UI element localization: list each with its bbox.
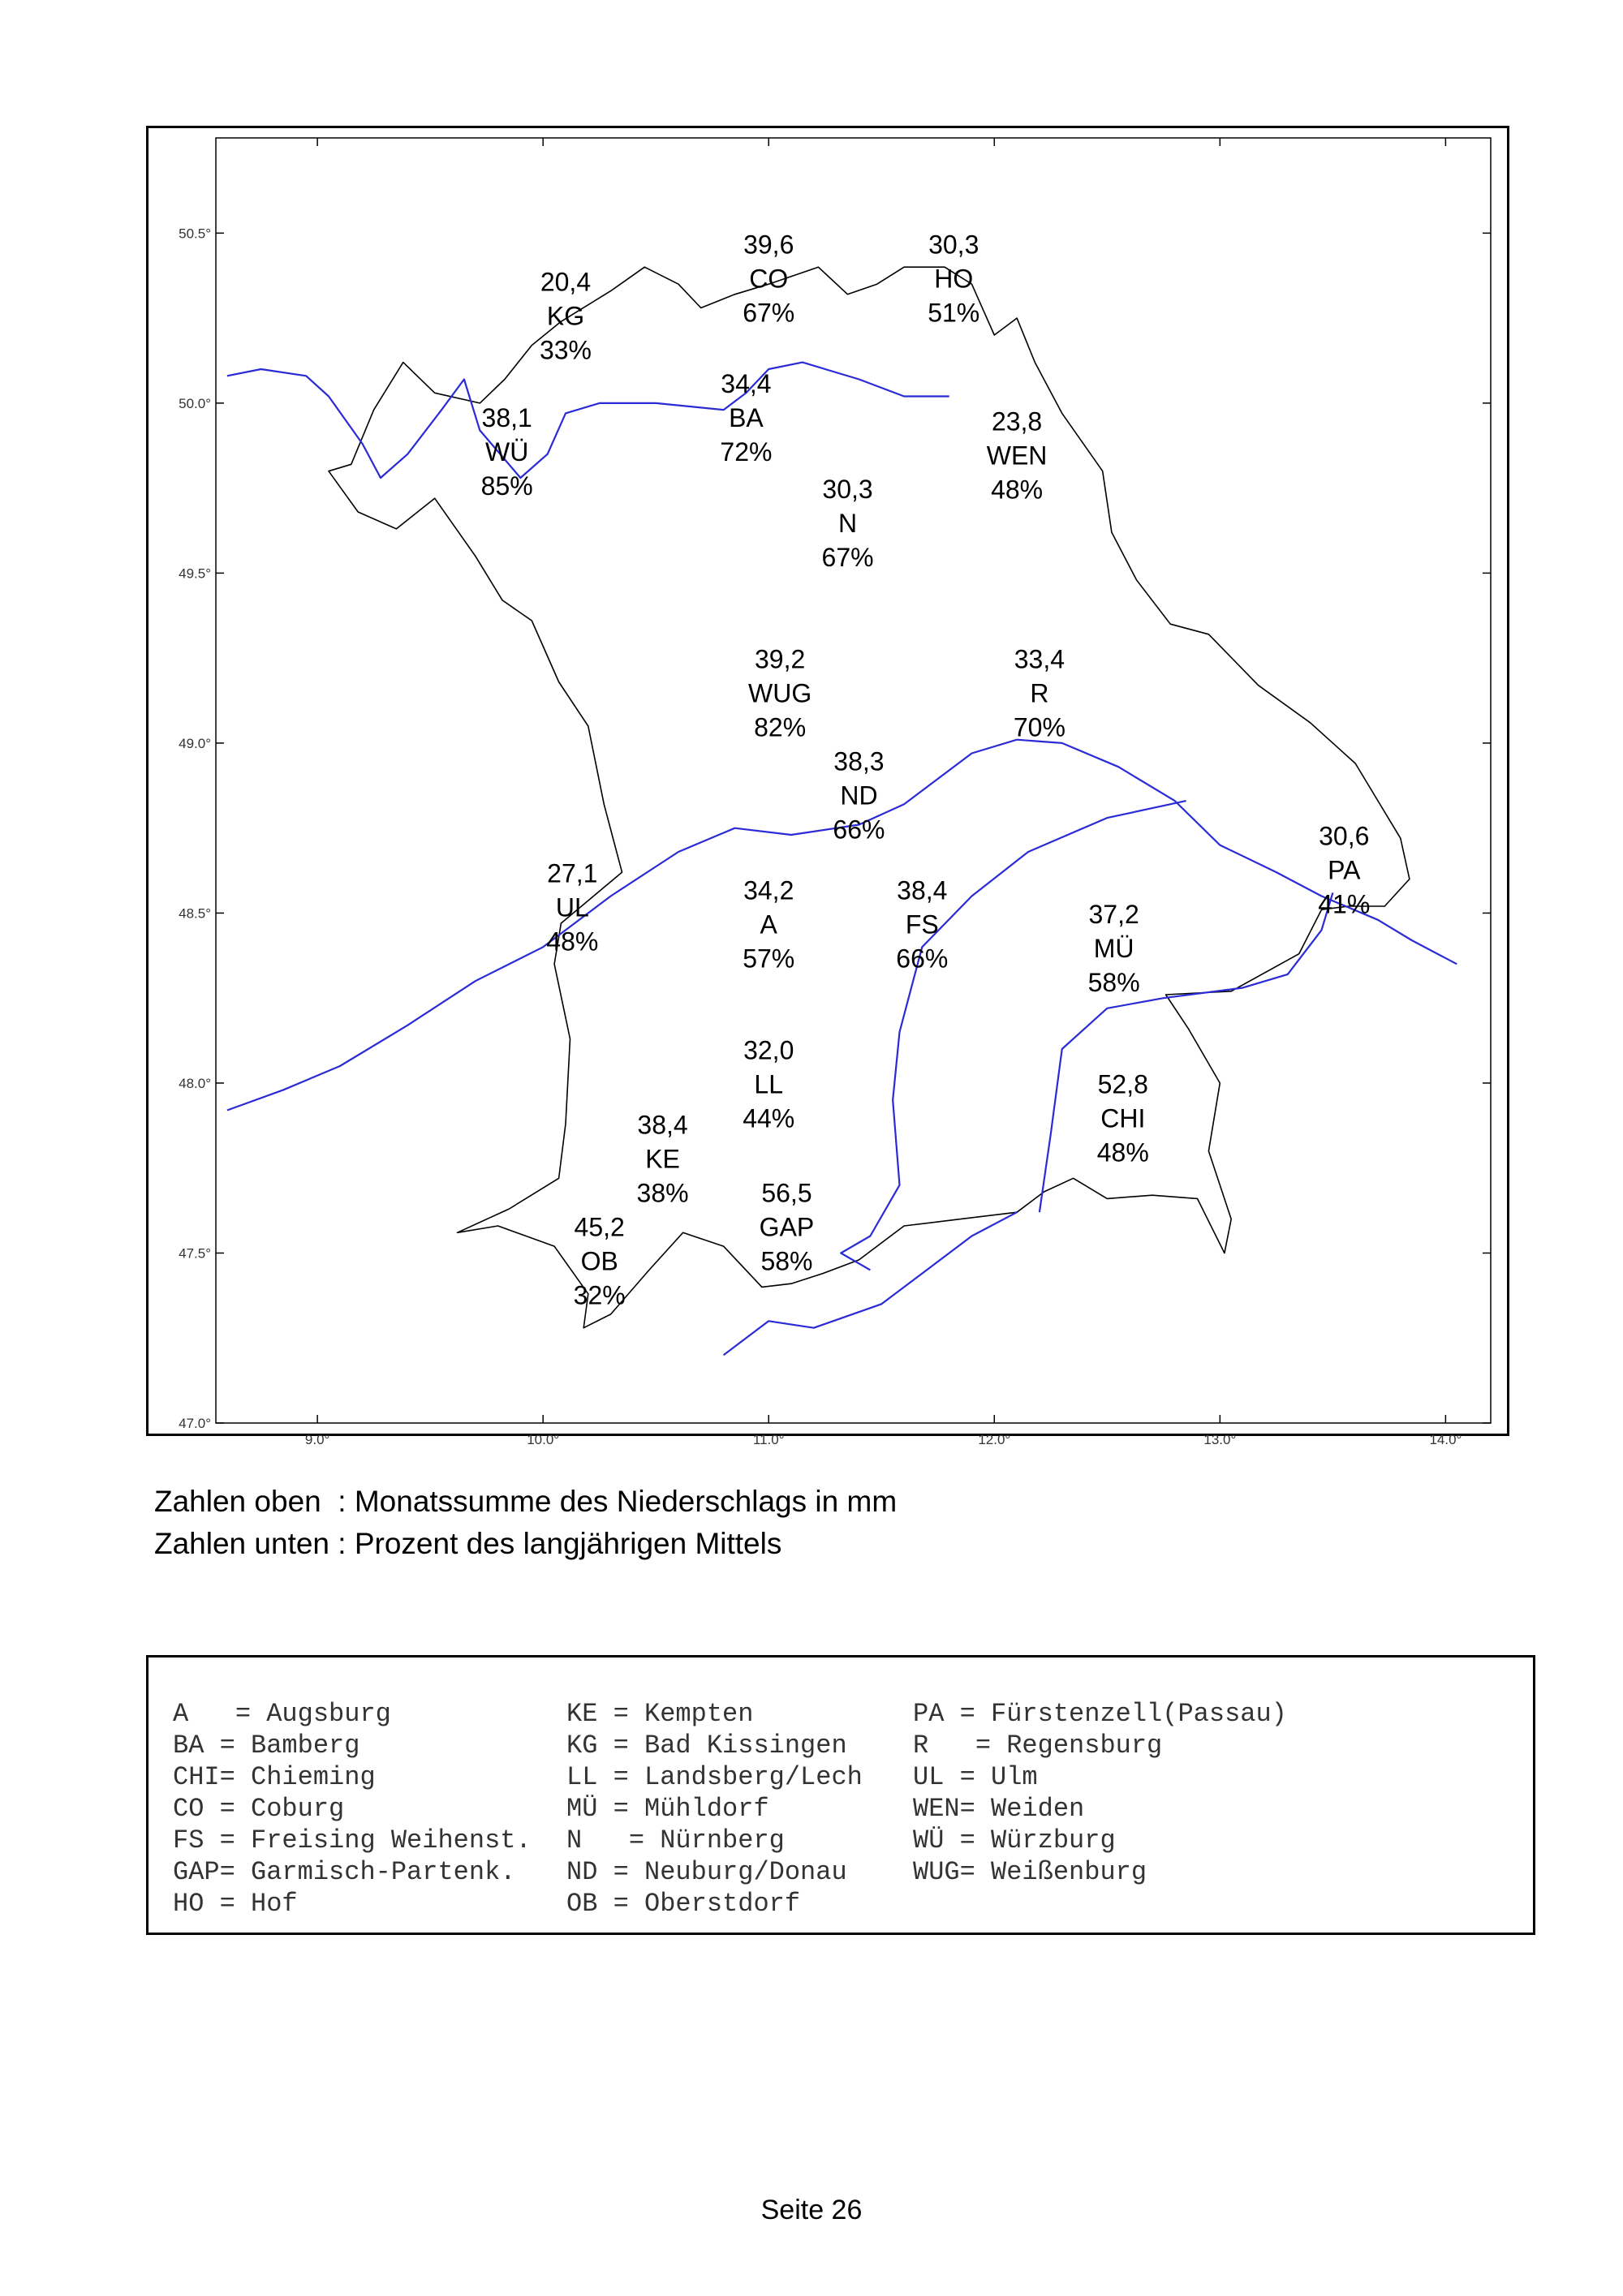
station-label: [546, 859, 598, 957]
station-percent: 51%: [928, 298, 980, 328]
station-percent: 57%: [743, 944, 795, 974]
station-percent: 66%: [833, 815, 885, 845]
river-main: [227, 363, 949, 478]
station-code: BA: [729, 403, 764, 433]
station-label: [1014, 645, 1065, 742]
legend-entry: LL = Landsberg/Lech: [566, 1762, 863, 1792]
station-label: [760, 1179, 815, 1276]
station-precip-sum: 38,3: [833, 746, 885, 776]
station-label: [896, 876, 948, 974]
station-code: CO: [749, 264, 789, 294]
precipitation-map: [149, 128, 1507, 1447]
legend-entry: UL = Ulm: [913, 1762, 1038, 1792]
station-label: [928, 230, 979, 327]
lon-tick-label: 13.0°: [1203, 1432, 1237, 1447]
station-precip-sum: 30,6: [1319, 821, 1370, 851]
station-code: WUG: [748, 678, 812, 708]
lat-tick-label: 48.5°: [179, 905, 211, 922]
station-label: [574, 1212, 626, 1309]
station-percent: 41%: [1318, 889, 1371, 919]
legend-entry: ND = Neuburg/Donau: [566, 1857, 847, 1887]
station-label: [1097, 1069, 1149, 1167]
river-isar: [841, 801, 1186, 1270]
lon-tick-label: 14.0°: [1429, 1432, 1462, 1447]
legend-entry: KG = Bad Kissingen: [566, 1731, 847, 1761]
station-code: UL: [555, 892, 589, 922]
legend-column-2: [566, 1698, 863, 1920]
lat-tick-label: 50.0°: [179, 395, 211, 411]
legend-entry: PA = Fürstenzell(Passau): [913, 1699, 1287, 1729]
lon-tick-label: 11.0°: [752, 1432, 785, 1447]
legend-column-1: [173, 1698, 532, 1920]
station-code: PA: [1328, 855, 1361, 885]
station-precip-sum: 33,4: [1014, 644, 1065, 674]
station-code: WEN: [986, 441, 1048, 471]
station-percent: 82%: [754, 712, 807, 742]
station-percent: 48%: [1096, 1137, 1149, 1167]
station-percent: 38%: [636, 1178, 689, 1208]
station-label: [720, 369, 772, 467]
legend-entry: N = Nürnberg: [566, 1825, 785, 1855]
station-label: [743, 876, 794, 974]
legend-entry: MÜ = Mühldorf: [566, 1794, 769, 1824]
station-code: KE: [645, 1144, 680, 1174]
station-label: [743, 1036, 794, 1133]
legend-entry: WEN= Weiden: [913, 1794, 1085, 1824]
station-code: N: [837, 509, 858, 539]
station-percent: 70%: [1013, 712, 1065, 742]
station-code: OB: [580, 1246, 618, 1276]
legend-entry: WUG= Weißenburg: [913, 1857, 1147, 1887]
station-percent: 67%: [743, 298, 795, 328]
legend-entry: CHI= Chieming: [173, 1762, 376, 1792]
page-number: Seite 26: [760, 2195, 863, 2225]
station-percent: 72%: [720, 437, 773, 467]
station-precip-sum: 34,4: [721, 369, 772, 399]
station-label: [1088, 900, 1140, 997]
caption-bottom-numbers: Zahlen unten : Prozent des langjährigen Mittels: [154, 1527, 782, 1560]
station-precip-sum: 20,4: [540, 267, 592, 297]
lat-tick-label: 49.5°: [179, 565, 211, 582]
station-label: [540, 267, 592, 364]
lat-tick-label: 48.0°: [179, 1075, 211, 1091]
lon-tick-label: 10.0°: [527, 1432, 560, 1447]
station-code: MÜ: [1093, 933, 1134, 963]
station-code: WÜ: [485, 437, 529, 467]
station-code: KG: [546, 301, 585, 331]
station-percent: 58%: [1087, 967, 1140, 997]
station-label: [1318, 822, 1370, 919]
station-code: FS: [905, 909, 939, 939]
lon-tick-label: 9.0°: [304, 1432, 330, 1447]
station-precip-sum: 27,1: [547, 858, 598, 888]
legend-entry: HO = Hof: [173, 1889, 298, 1919]
station-precip-sum: 56,5: [761, 1178, 812, 1208]
station-label: [822, 475, 874, 572]
lat-tick-label: 47.0°: [179, 1416, 211, 1431]
station-precip-sum: 45,2: [574, 1212, 625, 1242]
station-precip-sum: 52,8: [1097, 1069, 1148, 1099]
station-percent: 44%: [743, 1103, 795, 1133]
caption-top-numbers: Zahlen oben : Monatssumme des Niederschlags in mm: [154, 1485, 898, 1518]
station-percent: 48%: [546, 927, 599, 957]
lon-tick-label: 12.0°: [978, 1432, 1011, 1447]
legend-entry: GAP= Garmisch-Partenk.: [173, 1857, 516, 1887]
river-inn: [1040, 892, 1333, 1212]
station-code: ND: [840, 780, 878, 810]
legend-entry: KE = Kempten: [566, 1699, 754, 1729]
station-label: [748, 645, 812, 742]
legend-entry: BA = Bamberg: [173, 1731, 360, 1761]
legend-entry: A = Augsburg: [173, 1699, 391, 1729]
station-label: [743, 230, 794, 327]
legend-entry: R = Regensburg: [913, 1731, 1163, 1761]
legend-entry: CO = Coburg: [173, 1794, 345, 1824]
map-frame: [146, 126, 1509, 1447]
station-percent: 85%: [480, 471, 533, 501]
station-label: [987, 406, 1048, 504]
station-code: LL: [754, 1069, 784, 1099]
station-precip-sum: 30,3: [822, 475, 873, 505]
station-label: [833, 746, 885, 844]
legend-column-3: [913, 1698, 1287, 1888]
station-precip-sum: 23,8: [991, 406, 1043, 436]
station-code: A: [760, 909, 777, 939]
station-code: CHI: [1100, 1103, 1146, 1133]
station-percent: 32%: [573, 1280, 626, 1310]
station-code: R: [1030, 678, 1049, 708]
station-label: [637, 1111, 689, 1208]
station-precip-sum: 38,4: [897, 875, 948, 905]
station-percent: 48%: [991, 475, 1044, 505]
station-precip-sum: 38,4: [637, 1110, 688, 1140]
station-percent: 66%: [896, 944, 949, 974]
station-precip-sum: 38,1: [481, 403, 532, 433]
legend-entry: FS = Freising Weihenst.: [173, 1825, 532, 1855]
station-percent: 67%: [821, 543, 874, 573]
lat-tick-label: 50.5°: [179, 226, 211, 242]
station-percent: 58%: [760, 1246, 813, 1276]
legend-entry: WÜ = Würzburg: [913, 1825, 1116, 1855]
station-legend: [146, 1655, 1535, 1935]
station-code: HO: [934, 264, 974, 294]
lat-tick-label: 49.0°: [179, 735, 211, 751]
station-precip-sum: 32,0: [743, 1035, 794, 1065]
station-precip-sum: 39,2: [754, 644, 806, 674]
station-label: [481, 403, 533, 501]
station-precip-sum: 39,6: [743, 230, 794, 260]
station-code: GAP: [759, 1212, 815, 1242]
station-precip-sum: 37,2: [1088, 899, 1139, 929]
lat-tick-label: 47.5°: [179, 1245, 211, 1262]
station-percent: 33%: [539, 335, 592, 365]
legend-entry: OB = Oberstdorf: [566, 1889, 801, 1919]
station-precip-sum: 30,3: [928, 230, 979, 260]
station-precip-sum: 34,2: [743, 875, 794, 905]
